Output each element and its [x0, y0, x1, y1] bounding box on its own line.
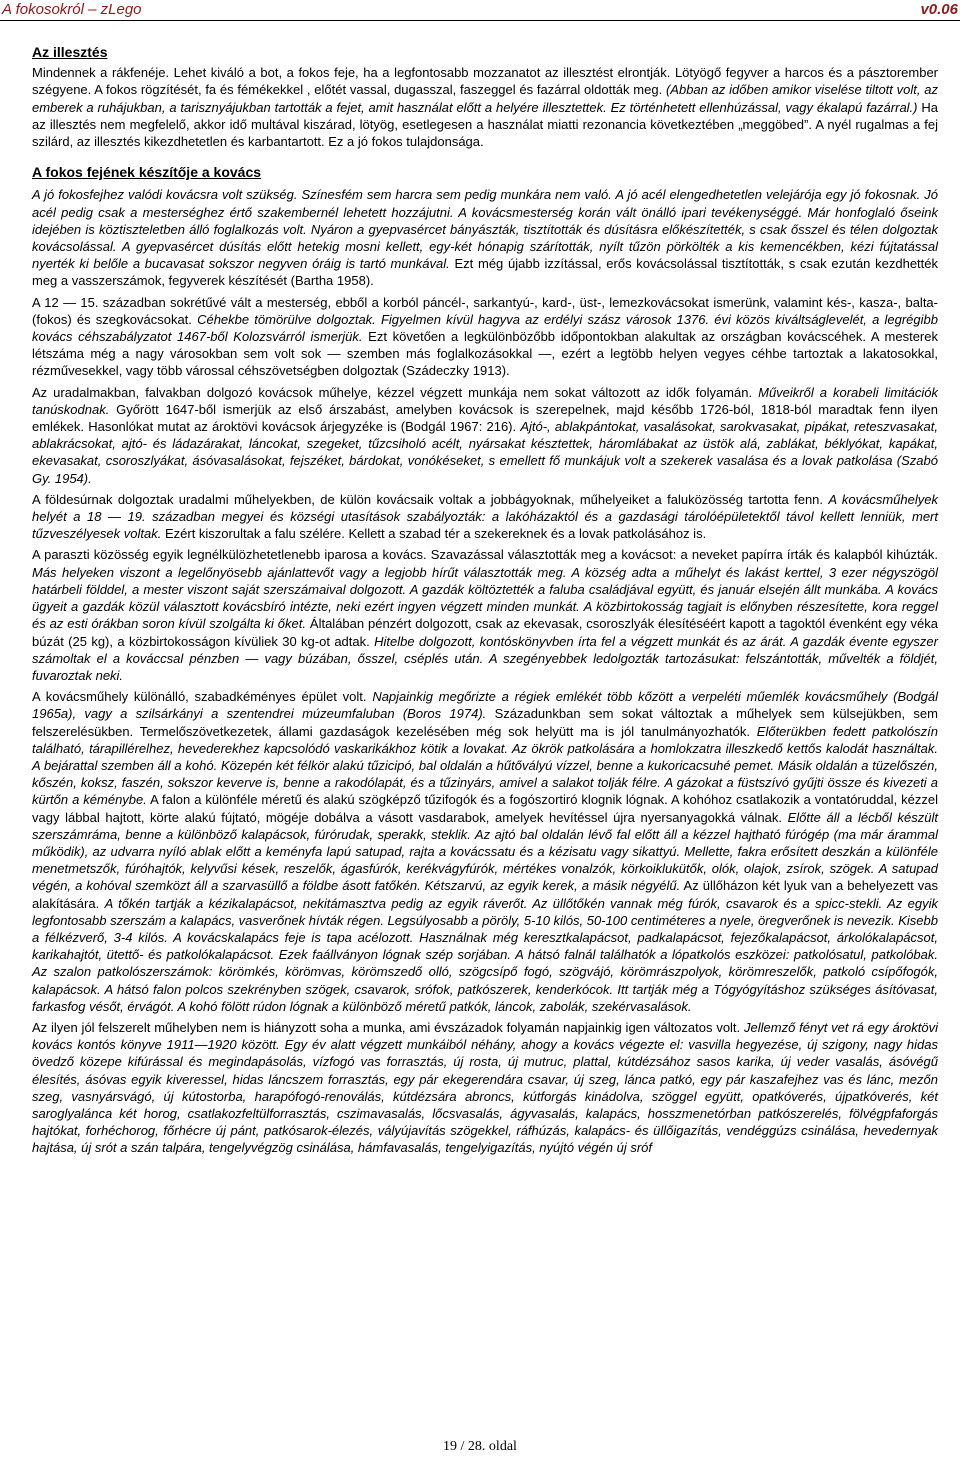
- paragraph-kovacs-1: [32, 186, 938, 289]
- text-run: A falon a különféle méretű és alakú szögképző tűzifogók és a fogószortiró klognik lógnak. A kohóhoz csatlakozik a vontatóruddal, kézzel vagy lábbal hajtott, körte alakú fújtató, mögéje dobálva a vásott vasdarabok, amelyek hevítéssel újra nyersanyagokká válnak.: [32, 792, 938, 825]
- text-run-italic: Napjainkig megőrizte a régiek emlékét több kőzött a verpeléti műemlék kovácsműhely (Bodgál 1965a), vagy a szilsárkányi a szentendrei múzeumfaluban (Boros 1974).: [32, 689, 938, 722]
- text-run: A földesúrnak dolgoztak uradalmi műhelyekben, de külön kovácsaik voltak a jobbágyoknak, műhelyeiket a faluközösség tartotta fenn.: [32, 491, 824, 507]
- text-run-italic: A kovácsműhelyek helyét a 18 — 19. században megyei és községi utasítások szabályozták: a lakóházaktól és a gazdasági tárolóépületektől távol kellett lenniük, mert tűzveszélyesek voltak.: [32, 491, 938, 542]
- text-run-italic: Céhekbe tömörülve dolgoztak. Figyelmen kívül hagyva az erdélyi szász városok 1376. évi közös kiváltságlevelét, a legrégibb kovács céhszabályzatot 1467-ből Kolozsvárról ismerjük.: [32, 311, 938, 345]
- text-run: Az ilyen jól felszerelt műhelyben nem is hiányzott soha a munka, ami évszázadok folyamán napjainkig igen változatos volt.: [32, 1019, 741, 1035]
- text-run: Általában pénzért dolgozott, csak az ekevasak, csoroszlyák élesítéséért kapott a tagoktól évenként egy véka búzát (25 kg), a közbirtokosságon kívüliek 30 kg-ot adtak.: [32, 616, 938, 649]
- text-run: A paraszti közösség egyik legnélkülözhetetlenebb iparosa a kovács. Szavazással választották meg a kovácsot: a neveket papírra írták és kalapból kihúzták.: [32, 547, 938, 563]
- text-run-italic: Hitelbe dolgozott, kontóskönyvben írta fel a végzett munkát és az árát. A gazdák évente egyszer számoltak el a kováccsal pénzben — vagy búzában, ősszel, csépl​és után. A szegényebbek ledolgozták tartozásukat: felszántották, művelték a földjét, fuvaroztak neki.: [32, 633, 938, 683]
- version-label: v0.06: [920, 1, 958, 18]
- text-run: Ezt még újabb izzítással, erős kovácsolással tisztították, s csak ezután kezdhették meg a vasszerszámok, fegyverek készítését (Bartha 1958).: [32, 256, 938, 289]
- section-title-illesztes: Az illesztés: [32, 44, 108, 60]
- text-run-italic: Jellemző fényt vet rá egy ároktövi kovács kontós könyve 1911—1920 között. Egy év alatt végzett munkáiból néhány, ahogy a kovács végezte el: vasvilla hegyezése, új szigony, nagy hidas övedző közepe kifúrással és megindapásolás, vízfogó vas forrasztás, új rosta, új mutruc, plattal, kútdézsához sasos karika, új veder vasalás, ásóvégű élesítés, ásóvas egyik kiveressel, hidas láncszem forrasztás, egy pár ekegerendára csavar, új szeg, lánca patkó, egy pár kaszafejhez vas és lánc, mezőn szeg, vasnyársvágó, új kútostorba, harapófogó-renoválás, kútdézsára abroncs, kútforgás kinádolva, szöggel együtt, opatkóverés, újpatkóverés, két saroglyalánca két horog, csatlakozfeltülforrasztás, cszimavasalás, lőcsvasalás, ágyvasalás, kalapács, hosszmenetórban patkószerelés, fölvégpfaforgás hajtókat, forhéchorog, főrhécre új pánt, patkósarok-élezés, vályújavítás szögekkel, ráfhúzás, kalapács- és üllőigazítás, vendéggúzs csinálása, hevedernyak hajtása, új srót a szán talpára, tengelyvégzög csinálása, hámfavasalás, tengelyigazítás, nyújtó végén új sróf: [32, 1019, 938, 1156]
- text-run-italic: Műveikről a korabeli limitációk tanúskodnak.: [32, 384, 938, 417]
- text-run-italic: A tőkén tartják a kézikalapácsot, nekitámasztva pedig az egyik ráverőt. Az üllőtőkén vannak még fúrók, csavarok és a spicc-stekli. Az egyik legfontosabb szerszám a kalapács, vasverőnek hívták régen. Legsúlyosabb a pöröly, 5-10 kilós, 50-100 centiméteres a nyele, öregverőnek is nevezik. Kisebb a félkézverő, 3-4 kilós. A kovácskalapács feje is tapa acélozott. Használnak még keresztkalapácsot, padkalapácsot, fejezőkalapácsot, árkolókalapácsot, karikahajtót, ütettő- és patkolókalapácsot. Ezek faállványon lógnak szép sorjában. A hátsó falnál találhatók a lópatkolós eszközei: patkolósatul, patkolóbak. Az szalon patkolószerszámok: körömkés, körömvas, körömszedő olló, szögcsípő fogó, szögvájó, körömrászpolyok, körömreszelők, patkoló csípőfogók, kalapácsok. A hátsó falon polcos szekrényben szögek, csavarok, srófok, patkószerek, kenderkócok. Itt tartják még a Tógyógyításhoz szükséges ásítóvasat, farkasfog vésőt, érvágót. A kohó fölött rúdon lógnak a különböző méretű patkók, láncok, zabolák, szekérvasalások.: [32, 895, 938, 1014]
- document-body: [32, 44, 938, 1161]
- text-run-italic: Előterükben fedett patkolószín található, tárapillérelhez, hevederekhez kapcsolódó vaskarikákhoz kötik a lovakat. Az ökrök patkolására a homlokzatra illeszkedő kettős kalodát használtak. A bejárattal szemben áll a kohó. Közepén két félkör alakú tűzicipó, bal oldalán a hűtővályú vízzel, benne a kukoricacsuhé pemet. Másik oldalán a tüzelőszén, kőszén, koksz, faszén, sokszor keverve is, benne a rakodólapát, és a tűzinyárs, amivel a salakot tolják félre. A gázokat a füstszívó gyűjti össze és kivezeti a kürtőn a kéménybe.: [32, 723, 938, 808]
- text-run: Századunkban sem sokat változtak a műhelyek sem külsejükben, sem felszerelésükben. Termelőszövetkezetek, állami gazdaságok kezelésében még sok helyütt ma is jól tanulmányozhatók.: [32, 706, 938, 739]
- paragraph-kovacs-3: [32, 384, 938, 487]
- paragraph-kovacs-5: [32, 546, 938, 684]
- text-run: Győrött 1647-ből ismerjük az első árszabást, amelyben kovácsok is szerepelnek, majd később 1726-ból, 1818-ból maradtak fenn ilyen emlékek. Hasonlókat mutat az ároktövi kovácsok árjegyzéke is (Bodgál 1967: 216).: [32, 401, 938, 435]
- text-run: Ezt követően a legkülönbözőbb időpontokban alakultak az országban kovácscéhek. A mesterek létszáma még a nagy városokban sem volt sok — szemben más foglalkozásokkal —, ezért a legtöbb helyen vegyes céhbe tartoztak a lakatosokkal, rézművesekkel, vagy több várossal céhszövetségben dolgoztak (Szádeczky 1913).: [32, 329, 938, 379]
- text-run: Az uradalmakban, falvakban dolgozó kovácsok műhelye, kézzel végzett munkája nem sokat változott az idők folyamán.: [32, 384, 753, 400]
- paragraph-illesztes: [32, 64, 938, 150]
- header-divider: [0, 20, 960, 21]
- text-run-italic: A jó fokosfejhez valódi kovácsra volt szükség. Színesfém sem harcra sem pedig munkára nem való. A jó acél elengedhetetlen velejárója egy jó fokosnak. Jó acél pedig csak a mesterséghez értő szakembernél lehetett hozzájutni. A kovácsmesterség korán vált önálló ipari tevékenységgé. Már honfoglaló őseink idejében is köztiszteletben álló foglalkozás volt. Nyáron a gyepvasércet bányászták, tisztították és dúsításra előkészítették, s csak ősszel és télen dolgoztak kovácsolással. A gyepvasércet dúsítás előtt hetekig mosni kellett, egy-két hónapig szárították, nyílt tűzön pörkölték a kis kemencékben, kézi fújtatással nyerték ki belőle a bucavasat sokszor negyven óráig is tartó munkával.: [32, 187, 938, 272]
- paragraph-kovacs-7: [32, 1019, 938, 1157]
- paragraph-kovacs-2: [32, 294, 938, 380]
- page-number: 19 / 28. oldal: [443, 1439, 517, 1454]
- page-header: [0, 0, 960, 22]
- text-run-italic: Más helyeken viszont a legelőnyösebb ajánlattevőt vagy a legjobb hírűt választották meg. A község adta a műhelyt és lakást kerttel, 3 ezer négyszögöl határbeli földdel, a mester viszont saját szerszámaival dolgozott. A gazdák költöztették a faluba családjával együtt, és január elsején állt munkába. A kovács ügyeit a gazdák közül választott kovácsbíró intézte, neki ezért ingyen végzett minden munkát. A közbirtokosság tagjait is előnyben részesítette, kora reggel és az esti órákban soron kívül szolgálta ki őket.: [32, 564, 938, 632]
- text-run-italic: Előtte áll a lécből készült szerszámráma, benne a különböző kalapácsok, fúrórudak, sperakk, steklik. Az ajtó bal oldalán lévő fal előtt áll a kézzel hajtható fúrógép (ma már árammal működik), az udvarra nyíló ablak előtt a keményfa lapú satupad, rajta a kovácssatu és a kézisatu vagy sikattyú. Mellette, fakra erősített deszkán a különféle menetmetszők, fúróhajtók, kelyvűsi kések, reszelők, ágasfúrók, kerékvágyfúrók, mértékes vonalzók, körkoiklukütők, olók, olajok, zsírok, szögek. A satupad végén, a kohóval szemközt áll a szarvasüllő a földbe ásott fatőkén. Kétszarvú, az egyik kerek, a másik négyélű.: [32, 809, 938, 894]
- text-run: Ha az illesztés nem megfelelő, akkor idő multával kiszárad, lötyög, esetlegesen a használat miatti rezonancia következtében „meggöbed”. A nyél rugalmas a fej szilárd, az illesztés kikezdhetetlen és karbantartott. Ez a jó fokos tulajdonsága.: [32, 99, 938, 150]
- document-title: A fokosokról – zLego: [2, 1, 142, 18]
- text-run-italic: (Abban az időben amikor viselése tiltott volt, az emberek a ruhájukban, a tarisznyájukban tartották a fejet, amit használat előtt a helyére illesztettek. Ez történhetett ellenhúzással, vagy ékalapú fazárral.): [32, 82, 938, 115]
- text-run: A 12 — 15. században sokrétűvé vált a mesterség, ebből a korból páncél-, sarkantyú-, kard-, üst-, lemezkovácsokat ismerünk, valamint kés-, kasza-, balta- (fokos) és szegkovácsokat.: [32, 294, 938, 327]
- text-run: Ezért kiszorultak a falu szélére. Kellett a szabad tér a szekereknek és a lovak patkolásához is.: [164, 526, 707, 542]
- paragraph-kovacs-4: [32, 491, 938, 543]
- text-run: Mindennek a rákfenéje. Lehet kiváló a bot, a fokos feje, ha a legfontosabb mozzanatot az illesztést elrontják. Lötyögő fegyver a harcos és a pásztorember szégyene. A fokos rögzítését, fa és fémékekkel , előtét vassal, dugasszal, faszeggel és fazárral oldották meg.: [32, 65, 938, 98]
- paragraph-kovacs-6: [32, 688, 938, 1015]
- text-run: Az üllőházon két lyuk van a behelyezett vas alakítására.: [32, 878, 938, 911]
- section-title-kovacs: A fokos fejének készítője a kovács: [32, 164, 262, 181]
- text-run-italic: Ajtó-, ablakpántokat, vasalásokat, sarokvasakat, pipákat, reteszvasakat, ablakrácsokat, ajtó- és ládazárakat, láncokat, szegeket, tűzcsiholó acélt, nyársakat késztettek, háromlábakat az üstök alá, zablákat, béklyókat, kapákat, ekevasakat, csoroszlyákat, ásóvasalásokat, fejszéket, bárdokat, vonókéseket, s emellett fő munkájuk volt a szekerek vasalása és a lovak patkolása (Szabó Gy. 1954).: [32, 419, 938, 486]
- text-run: A kovácsműhely különálló, szabadkéményes épület volt.: [32, 689, 367, 705]
